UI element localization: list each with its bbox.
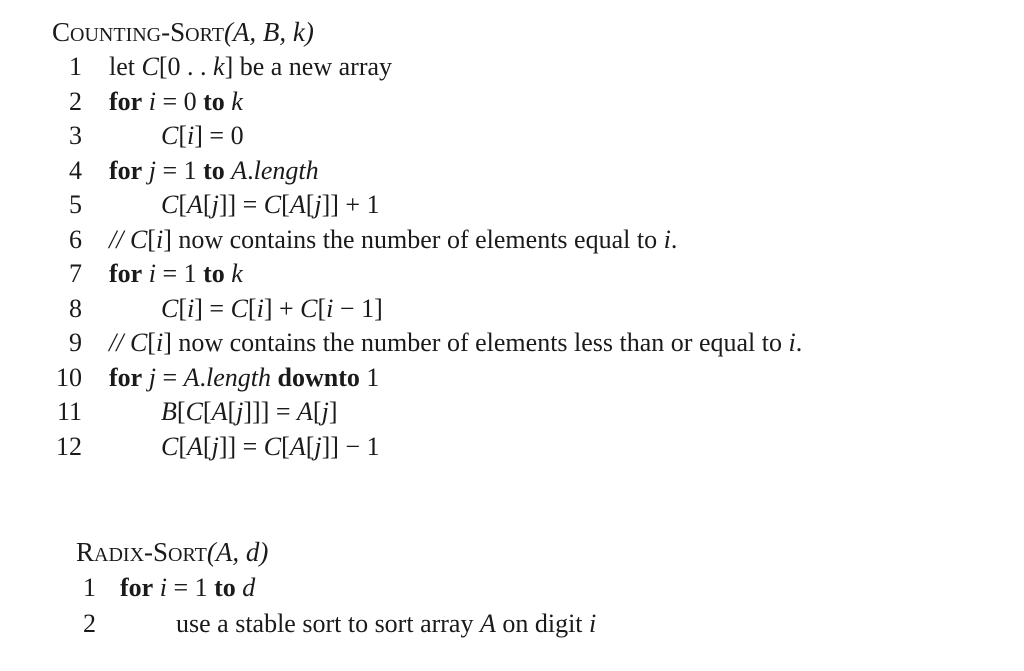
line-number: 2: [69, 86, 82, 116]
line-number: 4: [69, 155, 82, 185]
title-params: (A, B, k): [223, 17, 314, 47]
code-line: [52, 188, 380, 223]
radix-sort-block: [76, 534, 597, 642]
code-line: [76, 606, 597, 642]
title-initial: S: [153, 537, 169, 567]
line-number: 12: [56, 431, 82, 461]
title-dash: -: [161, 17, 171, 47]
code-line: [52, 361, 380, 396]
code-line: [52, 257, 314, 292]
code-text: for i = 1 to k: [109, 259, 243, 288]
code-text: C[A[j]] = C[A[j]] − 1: [161, 431, 380, 461]
line-number: 9: [69, 328, 82, 357]
line-number: 11: [56, 397, 82, 426]
code-line: [52, 50, 393, 85]
code-text: // C[i] now contains the number of elements equal to i.: [109, 224, 678, 254]
code-line: [52, 154, 319, 189]
code-text: for i = 0 to k: [109, 86, 243, 116]
code-text: C[i] = C[i] + C[i − 1]: [161, 293, 383, 323]
code-text: for i = 1 to d: [120, 573, 256, 602]
code-text: for j = A.length downto 1: [109, 362, 380, 392]
code-line: [76, 570, 268, 606]
code-text: C[i] = 0: [161, 121, 244, 150]
pseudocode-lines: [76, 570, 597, 642]
line-number: 2: [83, 609, 96, 638]
line-number: 1: [83, 573, 96, 602]
code-line: [52, 430, 380, 465]
line-number: 6: [69, 224, 82, 254]
title-params: (A, d): [206, 537, 269, 567]
counting-sort-block: [52, 14, 803, 464]
code-text: let C[0 . . k] be a new array: [109, 52, 393, 81]
title-initial: R: [76, 537, 95, 567]
line-number: 1: [69, 52, 82, 81]
code-line: [52, 119, 314, 154]
code-line: [52, 326, 803, 361]
code-line: [52, 292, 383, 327]
line-number: 3: [69, 121, 82, 150]
title-smallcaps: ORT: [185, 24, 224, 46]
line-number: 7: [69, 259, 82, 288]
line-number: 8: [69, 293, 82, 323]
code-text: for j = 1 to A.length: [109, 155, 319, 185]
title-initial: S: [170, 17, 186, 47]
title-smallcaps: ORT: [168, 544, 207, 566]
code-line: [52, 395, 338, 430]
line-number: 10: [56, 362, 82, 392]
code-text: B[C[A[j]]] = A[j]: [161, 397, 338, 426]
code-text: // C[i] now contains the number of elements less than or equal to i.: [109, 328, 803, 357]
algorithm-title: [52, 14, 314, 50]
code-text: C[A[j]] = C[A[j]] + 1: [161, 190, 380, 219]
title-smallcaps: OUNTING: [70, 24, 162, 46]
code-line: [52, 85, 314, 120]
title-smallcaps: ADIX: [94, 544, 145, 566]
title-dash: -: [144, 537, 154, 567]
code-text: use a stable sort to sort array A on digit i: [176, 609, 597, 638]
title-initial: C: [52, 17, 71, 47]
line-number: 5: [69, 190, 82, 219]
code-line: [52, 223, 678, 258]
algorithm-title: [76, 534, 268, 570]
pseudocode-lines: [52, 50, 803, 464]
